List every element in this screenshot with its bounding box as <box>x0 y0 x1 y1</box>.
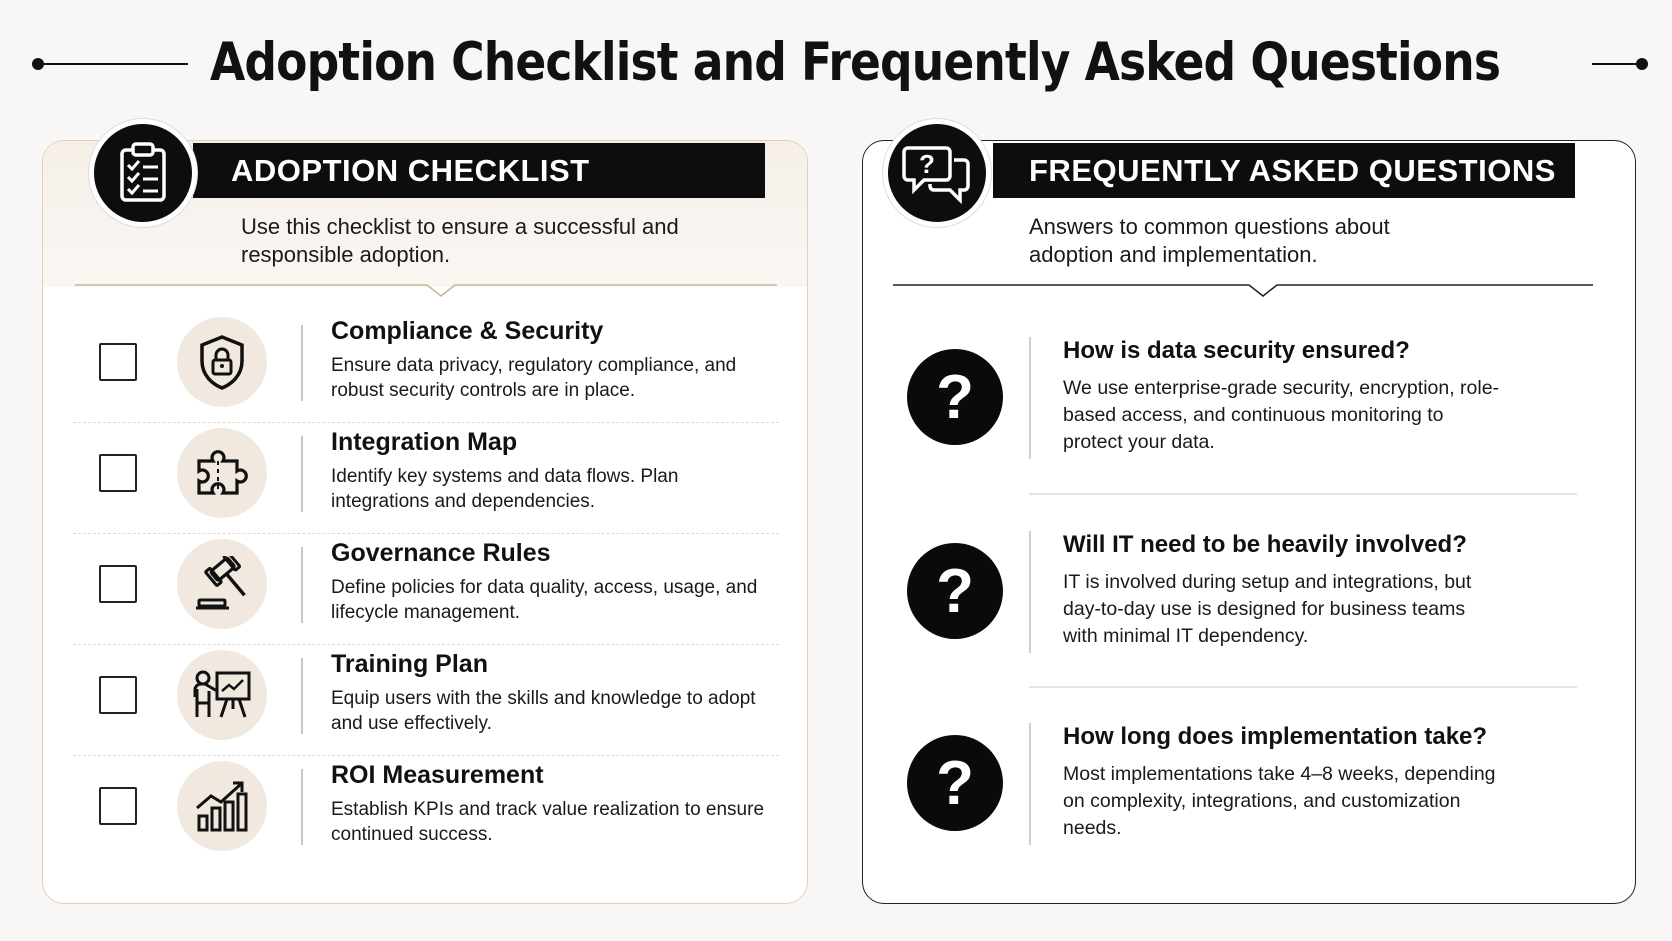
checklist-item-title: Governance Rules <box>331 539 551 567</box>
question-chat-bubble-icon <box>883 119 991 227</box>
question-mark-icon: ? <box>907 543 1003 639</box>
puzzle-icon <box>177 428 267 518</box>
title-left-rule <box>38 63 188 65</box>
checklist-item-title: Integration Map <box>331 428 518 456</box>
faq-heading: FREQUENTLY ASKED QUESTIONS <box>1029 152 1556 188</box>
checklist-checkbox[interactable] <box>99 787 137 825</box>
item-divider-line <box>301 658 303 734</box>
checklist-checkbox[interactable] <box>99 454 137 492</box>
item-separator <box>73 644 779 645</box>
checklist-item <box>73 757 779 867</box>
faq-subtitle: Answers to common questions about adoption and implementation. <box>1029 214 1390 267</box>
clipboard-checklist-icon <box>89 119 197 227</box>
shield-lock-icon <box>177 317 267 407</box>
checklist-item-description: Establish KPIs and track value realization to ensure continued success. <box>331 799 765 845</box>
item-separator <box>73 422 779 423</box>
checklist-item-title: Training Plan <box>331 650 488 678</box>
faq-question: Will IT need to be heavily involved? <box>1063 531 1467 558</box>
faq-item <box>903 337 1603 467</box>
question-mark-icon: ? <box>907 735 1003 831</box>
item-separator <box>73 755 779 756</box>
title-right-rule <box>1592 63 1642 65</box>
item-divider-line <box>301 769 303 845</box>
faq-divider-line <box>1029 723 1031 845</box>
faq-divider <box>893 284 1593 298</box>
checklist-checkbox[interactable] <box>99 343 137 381</box>
question-mark-icon: ? <box>907 349 1003 445</box>
faq-answer: Most implementations take 4–8 weeks, depending on complexity, integrations, and customization needs. <box>1063 763 1496 839</box>
checklist-item-title: Compliance & Security <box>331 317 604 345</box>
title-right-dot <box>1636 58 1648 70</box>
faq-separator <box>1029 493 1577 495</box>
adoption-checklist-panel <box>42 140 808 904</box>
faq-answer: We use enterprise-grade security, encryption, role-based access, and continuous monitoring to protect your data. <box>1063 377 1500 453</box>
page-title: Adoption Checklist and Frequently Asked Questions <box>210 32 1501 93</box>
item-divider-line <box>301 547 303 623</box>
item-divider-line <box>301 436 303 512</box>
faq-separator <box>1029 686 1577 688</box>
checklist-item <box>73 313 779 423</box>
faq-question: How long does implementation take? <box>1063 723 1488 750</box>
faq-divider-line <box>1029 337 1031 459</box>
checklist-divider <box>75 284 777 298</box>
checklist-subtitle: Use this checklist to ensure a successful and responsible adoption. <box>241 214 679 267</box>
gavel-icon <box>177 539 267 629</box>
item-separator <box>73 533 779 534</box>
checklist-item-description: Define policies for data quality, access, usage, and lifecycle management. <box>331 577 758 623</box>
faq-divider-line <box>1029 531 1031 653</box>
checklist-item-description: Equip users with the skills and knowledge to adopt and use effectively. <box>331 688 756 734</box>
faq-item <box>903 723 1603 853</box>
faq-answer: IT is involved during setup and integrations, but day-to-day use is designed for business teams with minimal IT dependency. <box>1063 571 1472 647</box>
checklist-checkbox[interactable] <box>99 565 137 603</box>
faq-header-bar <box>993 143 1575 198</box>
checklist-item-description: Identify key systems and data flows. Plan integrations and dependencies. <box>331 466 679 512</box>
checklist-item-title: ROI Measurement <box>331 761 544 789</box>
checklist-item <box>73 424 779 534</box>
faq-question: How is data security ensured? <box>1063 337 1410 364</box>
checklist-item-description: Ensure data privacy, regulatory compliance, and robust security controls are in place. <box>331 355 737 401</box>
checklist-header-bar <box>193 143 765 198</box>
checklist-item <box>73 535 779 645</box>
svg-text:?: ? <box>919 149 935 179</box>
checklist-checkbox[interactable] <box>99 676 137 714</box>
item-divider-line <box>301 325 303 401</box>
main-title-row <box>0 22 1672 102</box>
checklist-item <box>73 646 779 756</box>
faq-item <box>903 531 1603 661</box>
presenter-board-icon <box>177 650 267 740</box>
faq-panel <box>862 140 1636 904</box>
growth-chart-icon <box>177 761 267 851</box>
checklist-heading: ADOPTION CHECKLIST <box>231 152 590 188</box>
